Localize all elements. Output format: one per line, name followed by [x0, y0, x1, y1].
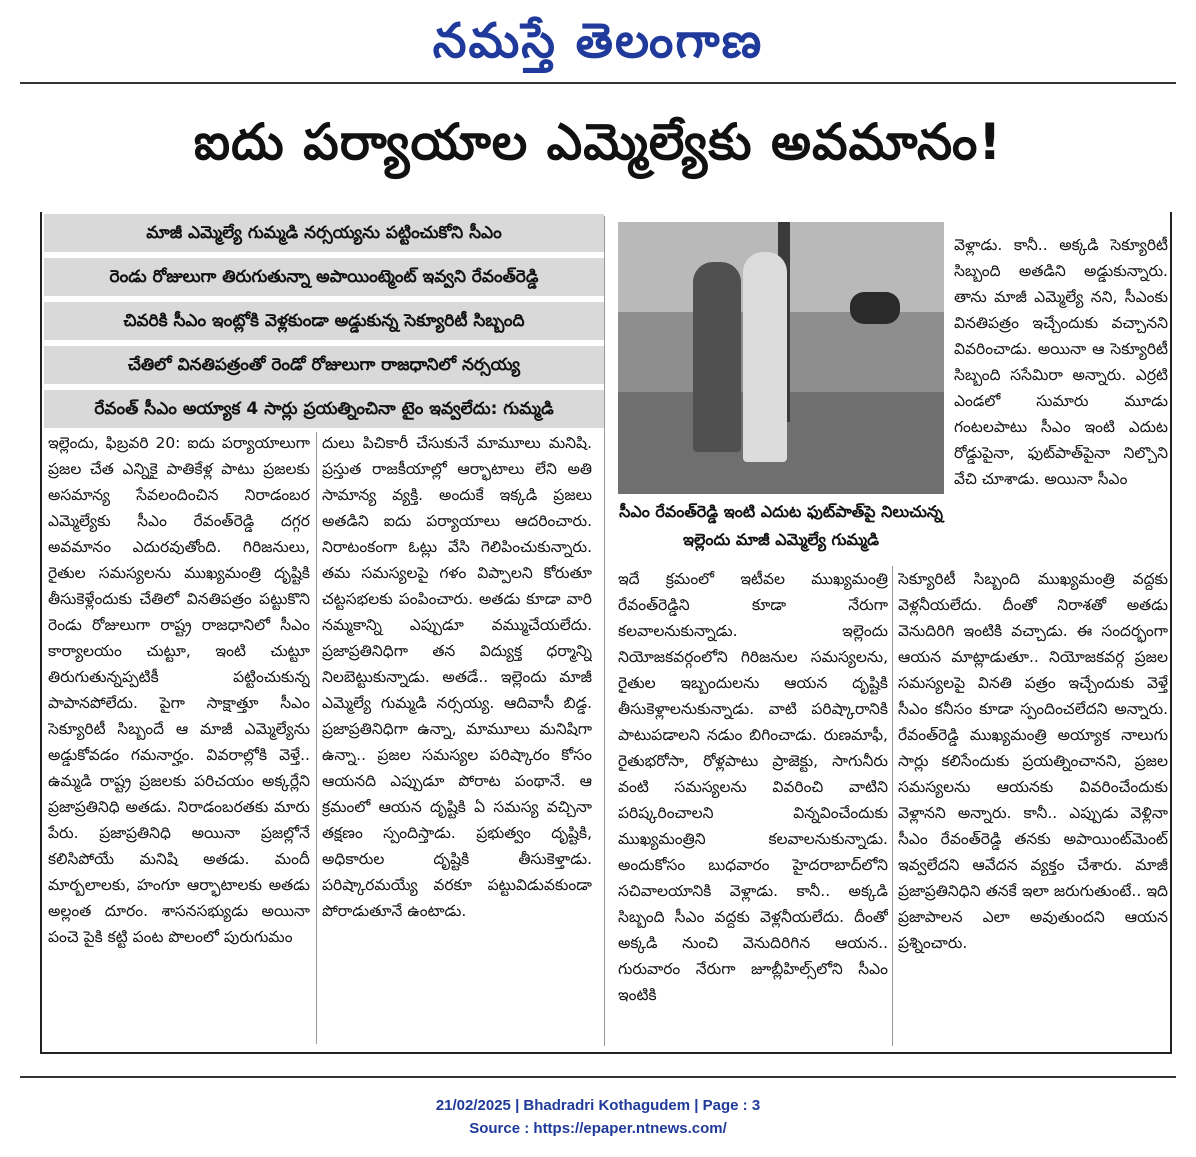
- article-column-5: [898, 566, 1168, 1046]
- photo-motorcycle: [850, 292, 900, 324]
- photo-caption: సీఎం రేవంత్‌రెడ్డి ఇంటి ఎదుట ఫుట్‌పాత్‌పై నిలుచున్న ఇల్లెందు మాజీ ఎమ్మెల్యే గుమ్మడి: [619, 502, 943, 549]
- article-column-3: [618, 566, 888, 1046]
- article-text: దులు పిచికారీ చేసుకునే మామూలు మనిషి. ప్రస్తుత రాజకీయాల్లో ఆర్భాటాలు లేని అతి సామాన్య వ్యక్తి. అందుకే ఇక్కడి ప్రజలు అతడిని ఐదు పర్యాయాలు ఆదరించారు. నిరాటంకంగా ఓట్లు వేసి గెలిపించుకున్నారు. తమ సమస్యలపై గళం విప్పాలని కోరుతూ చట్టసభలకు పంపించారు. అతడు కూడా వారి నమ్మకాన్ని ఎప్పుడూ వమ్ముచేయలేదు. ప్రజాప్రతినిధిగా తన విద్యుక్త ధర్మాన్ని నిలబెట్టుకున్నాడు. అతడే.. ఇల్లెందు మాజీ ఎమ్మెల్యే గుమ్మడి నర్సయ్య. ఆదివాసీ బిడ్డ. ప్రజాప్రతినిధిగా ఉన్నా, మామూలు మనిషిగా ఉన్నా.. ప్రజల సమస్యల పరిష్కారం కోసం ఆయనది ఎప్పుడూ పోరాట పంథానే. ఆ క్రమంలో ఆయన దృష్టికి ఏ సమస్య వచ్చినా తక్షణం స్పందిస్తాడు. ప్రభుత్వం దృష్టికి, అధికారుల దృష్టికి తీసుకెళ్తాడు. పరిష్కారమయ్యే వరకూ పట్టువిడువకుండా పోరాడుతూనే ఉంటాడు.: [322, 434, 592, 920]
- subhead-5: రేవంత్ సీఎం అయ్యాక 4 సార్లు ప్రయత్నించినా టైం ఇవ్వలేదు: గుమ్మడి: [44, 390, 604, 428]
- subhead-3: చివరికి సీఎం ఇంట్లోకి వెళ్లకుండా అడ్డుకున్న సెక్యూరిటీ సిబ్బంది: [44, 302, 604, 340]
- column-divider: [316, 432, 317, 1044]
- column-divider: [892, 566, 893, 1046]
- footer-edition-info: 21/02/2025 | Bhadradri Kothagudem | Page : 3: [435, 1097, 761, 1114]
- article-text: ఇదే క్రమంలో ఇటీవల ముఖ్యమంత్రి రేవంత్‌రెడ్డిని కూడా నేరుగా కలవాలనుకున్నాడు. ఇల్లెందు నియోజకవర్గంలోని గిరిజనుల సమస్యలను, రైతుల ఇబ్బందులను ఆయన దృష్టికి తీసుకెళ్లాలనుకున్నాడు. వాటి పరిష్కారానికి పాటుపడాలని నడుం బిగించాడు. రుణమాఫీ, రైతుభరోసా, రోళ్లపాటు ప్రాజెక్టు, సాగునీరు వంటి సమస్యలను వివరించి వాటిని పరిష్కరించాలని విన్నవించేందుకు ముఖ్యమంత్రిని కలవాలనుకున్నాడు. అందుకోసం బుధవారం హైదరాబాద్‌లోని సచివాలయానికి వెళ్లాడు. కానీ.. అక్కడి సిబ్బంది సీఎం వద్దకు వెళ్లనీయలేదు. దీంతో అక్కడి నుంచి వెనుదిరిగిన ఆయన.. గురువారం నేరుగా జూబ్లీహిల్స్‌లోని సీఎం ఇంటికి: [618, 570, 888, 1004]
- subheads: [44, 214, 604, 434]
- article-photo: [618, 222, 944, 494]
- headline: ఐదు పర్యాయాల ఎమ్మెల్యేకు అవమానం!: [193, 113, 1003, 171]
- bottom-rule: [20, 1076, 1176, 1078]
- column-divider: [604, 216, 605, 1046]
- article-text: వెళ్లాడు. కానీ.. అక్కడి సెక్యూరిటీ సిబ్బంది అతడిని అడ్డుకున్నారు. తాను మాజీ ఎమ్మెల్యే నని, సీఎంకు వినతిపత్రం ఇచ్చేందుకు వచ్చానని వివరించాడు. అయినా ఆ సెక్యూరిటీ సిబ్బంది ససేమిరా అన్నారు. ఎర్రటి ఎండలో సుమారు మూడు గంటలపాటు సీఎం ఇంటి ఎదుట రోడ్డుపైనా, ఫుట్‌పాత్‌పైనా నిల్చొని వేచి చూశాడు. అయినా సీఎం: [954, 236, 1168, 488]
- subhead-2: రెండు రోజులుగా తిరుగుతున్నా అపాయింట్మెంట్ ఇవ్వని రేవంత్‌రెడ్డి: [44, 258, 604, 296]
- subhead-4: చేతిలో వినతిపత్రంతో రెండో రోజులుగా రాజధానిలో నర్సయ్య: [44, 346, 604, 384]
- article-column-1: [48, 430, 310, 1045]
- newspaper-logo: నమస్తే తెలంగాణ: [432, 13, 764, 69]
- photo-person-left: [693, 262, 741, 452]
- article-column-4: [954, 232, 1168, 558]
- subhead-1: మాజీ ఎమ్మెల్యే గుమ్మడి నర్సయ్యను పట్టించుకోని సీఎం: [44, 214, 604, 252]
- article-column-2: [322, 430, 592, 1045]
- masthead-rule: [20, 82, 1176, 84]
- article-text: సెక్యూరిటీ సిబ్బంది ముఖ్యమంత్రి వద్దకు వెళ్లనీయలేదు. దీంతో నిరాశతో అతడు వెనుదిరిగి ఇంటికి వచ్చాడు. ఈ సందర్భంగా ఆయన మాట్లాడుతూ.. నియోజకవర్గ ప్రజల సమస్యలపై వినతి పత్రం ఇచ్చేందుకు వెళ్తే సీఎం కనీసం కూడా స్పందించలేదని అన్నారు. రేవంత్‌రెడ్డి ముఖ్యమంత్రి అయ్యాక నాలుగు సార్లు కలిసేందుకు ప్రయత్నించానని, ప్రజల సమస్యలను ఆయనకు వివరించేందుకు వెళ్లానని అన్నారు. కానీ.. ఎప్పుడు వెళ్లినా సీఎం రేవంత్‌రెడ్డి తనకు అపాయింట్‌మెంట్ ఇవ్వలేదని ఆవేదన వ్యక్తం చేశారు. మాజీ ప్రజాప్రతినిధిని తనకే ఇలా జరుగుతుంటే.. ఇది ప్రజాపాలన ఎలా అవుతుందని ఆయన ప్రశ్నించారు.: [898, 570, 1168, 952]
- footer-source-link[interactable]: Source : https://epaper.ntnews.com/: [469, 1120, 727, 1137]
- masthead: [0, 6, 1196, 76]
- photo-person-gummadi: [743, 252, 787, 462]
- article-text: ఇల్లెందు, ఫిబ్రవరి 20: ఐదు పర్యాయాలుగా ప్రజల చేత ఎన్నికై పాతికేళ్ల పాటు ప్రజలకు అసమాన్య సేవలందించిన నిరాడంబర ఎమ్మెల్యేకు సీఎం రేవంత్‌రెడ్డి దగ్గర అవమానం ఎదురవుతోంది. గిరిజనులు, రైతుల సమస్యలను ముఖ్యమంత్రి దృష్టికి తీసుకెళ్లేందుకు చేతిలో వినతిపత్రం పట్టుకొని రెండు రోజులుగా రాష్ట్ర రాజధానిలో సీఎం కార్యాలయం చుట్టూ, ఇంటి చుట్టూ తిరుగుతున్నప్పటికీ పట్టించుకున్న పాపానపోలేదు. పైగా సాక్షాత్తూ సీఎం సెక్యూరిటీ సిబ్బందే ఆ మాజీ ఎమ్మెల్యేను అడ్డుకోవడం గమనార్హం. వివరాల్లోకి వెళ్తే.. ఉమ్మడి రాష్ట్ర ప్రజలకు పరిచయం అక్కర్లేని ప్రజాప్రతినిధి అతడు. నిరాడంబరతకు మారు పేరు. ప్రజాప్రతినిధి అయినా ప్రజల్లోనే కలిసిపోయే మనిషి అతడు. మందీ మార్బలాలకు, హంగూ ఆర్భాటాలకు అతడు అల్లంత దూరం. శాసనసభ్యుడు అయినా పంచె పైకి కట్టి పంట పొలంలో పురుగుమం: [48, 434, 310, 946]
